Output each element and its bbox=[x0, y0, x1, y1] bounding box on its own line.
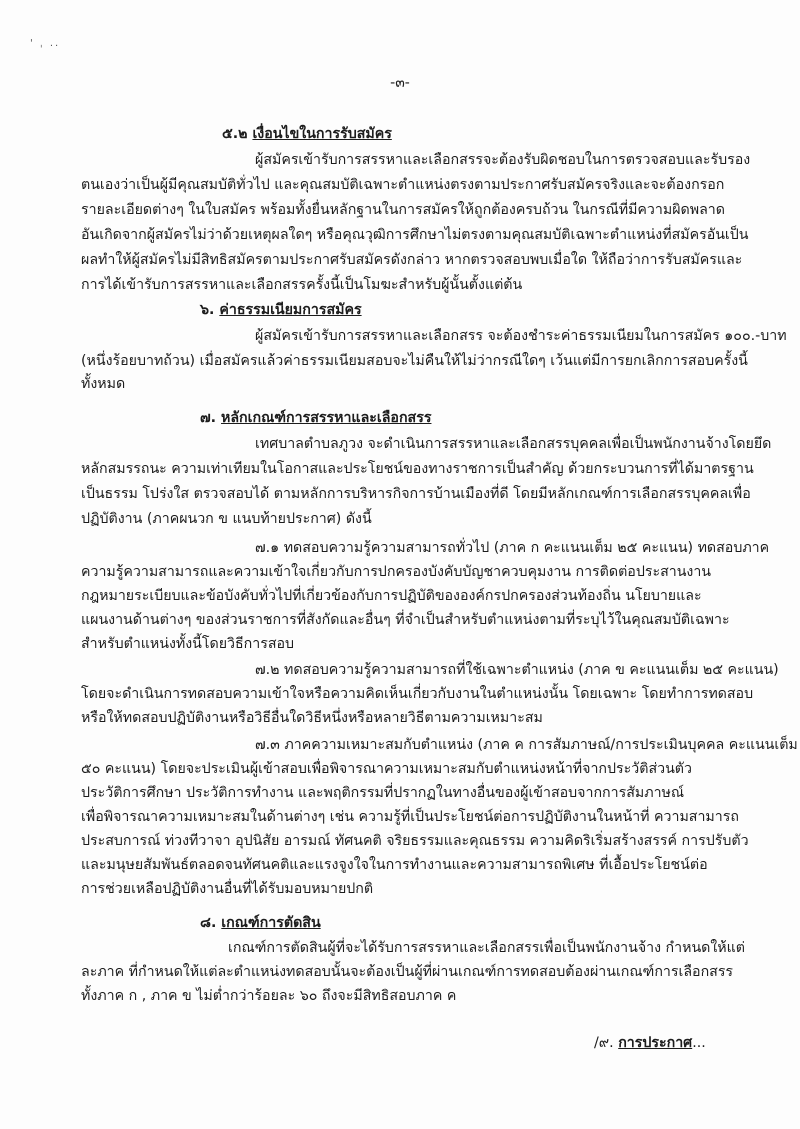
paragraph-line: เป็นธรรม โปร่งใส ตรวจสอบได้ ตามหลักการบริหารกิจการบ้านเมืองที่ดี โดยมีหลักเกณฑ์การเลือกสรรบุคคลเพื่อ bbox=[81, 486, 751, 502]
section-7-number: ๗. bbox=[200, 410, 217, 426]
continuation-link-text: การประกาศ bbox=[618, 1035, 693, 1051]
paragraph-line: ๕๐ คะแนน) โดยจะประเมินผู้เข้าสอบเพื่อพิจารณาความเหมาะสมกับตำแหน่งหน้าที่จากประวัติส่วนตัว bbox=[81, 761, 692, 777]
paragraph-line: เพื่อพิจารณาความเหมาะสมในด้านต่างๆ เช่น ความรู้ที่เป็นประโยชน์ต่อการปฏิบัติงานในหน้าที่ ความสามารถ bbox=[81, 809, 739, 825]
paragraph-line: สำหรับตำแหน่งทั้งนี้โดยวิธีการสอบ bbox=[81, 636, 295, 652]
paragraph-line: ประวัติการศึกษา ประวัติการทำงาน และพฤติกรรมที่ปรากฏในทางอื่นของผู้เข้าสอบจากการสัมภาษณ์ bbox=[81, 785, 685, 801]
paragraph-line: ๗.๓ ภาคความเหมาะสมกับตำแหน่ง (ภาค ค การสัมภาษณ์/การประเมินบุคคล คะแนนเต็ม bbox=[255, 737, 798, 753]
section-5-2-title: เงื่อนไขในการรับสมัคร bbox=[252, 126, 392, 142]
page-number: -๓- bbox=[390, 75, 410, 91]
paragraph-line: แผนงานด้านต่างๆ ของส่วนราชการที่สังกัดและอื่นๆ ที่จำเป็นสำหรับตำแหน่งตามที่ระบุไว้ในคุณสมบัติเฉพาะ bbox=[81, 612, 730, 628]
paragraph-line: การได้เข้ารับการสรรหาและเลือกสรรครั้งนี้เป็นโมฆะสำหรับผู้นั้นตั้งแต่ต้น bbox=[81, 277, 523, 293]
paragraph-line: ผลทำให้ผู้สมัครไม่มีสิทธิสมัครตามประกาศรับสมัครดังกล่าว หากตรวจสอบพบเมื่อใด ให้ถือว่าการรับสมัครและ bbox=[81, 252, 743, 268]
paragraph-line: ละภาค ที่กำหนดให้แต่ละตำแหน่งทดสอบนั้นจะต้องเป็นผู้ที่ผ่านเกณฑ์การทดสอบต้องผ่านเกณฑ์การเลือกสรร bbox=[81, 964, 734, 980]
paragraph-line: ๗.๒ ทดสอบความรู้ความสามารถที่ใช้เฉพาะตำแหน่ง (ภาค ข คะแนนเต็ม ๒๕ คะแนน) bbox=[255, 662, 779, 678]
section-7-title: หลักเกณฑ์การสรรหาและเลือกสรร bbox=[221, 410, 432, 426]
continuation-suffix: ... bbox=[692, 1035, 706, 1051]
section-8-number: ๘. bbox=[200, 915, 217, 931]
paragraph-line: ตนเองว่าเป็นผู้มีคุณสมบัติทั่วไป และคุณสมบัติเฉพาะตำแหน่งตรงตามประกาศรับสมัครจริงและจะต้องกรอก bbox=[81, 177, 725, 193]
paragraph-line: ผู้สมัครเข้ารับการสรรหาและเลือกสรรจะต้องรับผิดชอบในการตรวจสอบและรับรอง bbox=[255, 152, 751, 168]
section-6-number: ๖. bbox=[200, 302, 215, 318]
paragraph-line: โดยจะดำเนินการทดสอบความเข้าใจหรือความคิดเห็นเกี่ยวกับงานในตำแหน่งนั้น โดยเฉพาะ โดยทำการทดสอบ bbox=[81, 686, 754, 702]
paragraph-line: รายละเอียดต่างๆ ในใบสมัคร พร้อมทั้งยื่นหลักฐานในการสมัครให้ถูกต้องครบถ้วน ในกรณีที่มีความผิดพลาด bbox=[81, 202, 725, 218]
paragraph-line: ทั้งหมด bbox=[81, 376, 126, 392]
paragraph-line: หรือให้ทดสอบปฏิบัติงานหรือวิธีอื่นใดวิธีหนึ่งหรือหลายวิธีตามความเหมาะสม bbox=[81, 710, 543, 726]
paragraph-line: การช่วยเหลือปฏิบัติงานอื่นที่ได้รับมอบหมายปกติ bbox=[81, 881, 374, 897]
paragraph-line: ๗.๑ ทดสอบความรู้ความสามารถทั่วไป (ภาค ก คะแนนเต็ม ๒๕ คะแนน) ทดสอบภาค bbox=[255, 540, 770, 556]
paragraph-line: ผู้สมัครเข้ารับการสรรหาและเลือกสรร จะต้องชำระค่าธรรมเนียมในการสมัคร ๑๐๐.-บาท bbox=[255, 328, 787, 344]
paragraph-line: และมนุษยสัมพันธ์ตลอดจนทัศนคติและแรงจูงใจในการทำงานและความสามารถพิเศษ ที่เอื้อประโยชน์ต่อ bbox=[81, 857, 708, 873]
paragraph-line: หลักสมรรถนะ ความเท่าเทียมในโอกาสและประโยชน์ของทางราชการเป็นสำคัญ ด้วยกระบวนการที่ได้มาตรฐาน bbox=[81, 461, 754, 477]
paragraph-line: ความรู้ความสามารถและความเข้าใจเกี่ยวกับการปกครองบังคับบัญชาควบคุมงาน การติดต่อประสานงาน bbox=[81, 564, 711, 580]
section-5-2-number: ๕.๒ bbox=[222, 126, 248, 142]
paragraph-line: ประสบการณ์ ท่วงทีวาจา อุปนิสัย อารมณ์ ทัศนคติ จริยธรรมและคุณธรรม ความคิดริเริ่มสร้างสรรค์ การปรับตัว bbox=[81, 833, 749, 849]
continuation-reference bbox=[594, 1032, 706, 1054]
section-8-title: เกณฑ์การตัดสิน bbox=[221, 915, 321, 931]
section-8-heading bbox=[200, 913, 321, 933]
paragraph-line: เกณฑ์การตัดสินผู้ที่จะได้รับการสรรหาและเลือกสรรเพื่อเป็นพนักงานจ้าง กำหนดให้แต่ bbox=[228, 940, 746, 956]
section-6-title: ค่าธรรมเนียมการสมัคร bbox=[219, 302, 362, 318]
paragraph-line: ทั้งภาค ก , ภาค ข ไม่ต่ำกว่าร้อยละ ๖๐ ถึงจะมีสิทธิสอบภาค ค bbox=[81, 988, 457, 1004]
section-5-2-heading bbox=[222, 124, 392, 144]
section-6-heading bbox=[200, 300, 362, 320]
paragraph-line: เทศบาลตำบลภูวง จะดำเนินการสรรหาและเลือกสรรบุคคลเพื่อเป็นพนักงานจ้างโดยยึด bbox=[255, 436, 772, 452]
paragraph-line: ปฏิบัติงาน (ภาคผนวก ข แนบท้ายประกาศ) ดังนี้ bbox=[81, 511, 372, 527]
scan-specks: ' ˌ .. bbox=[30, 38, 61, 49]
continuation-prefix: /๙. bbox=[594, 1035, 614, 1051]
paragraph-line: กฎหมายระเบียบและข้อบังคับทั่วไปที่เกี่ยวข้องกับการปฏิบัติขององค์กรปกครองส่วนท้องถิ่น นโยบายและ bbox=[81, 588, 702, 604]
paragraph-line: (หนึ่งร้อยบาทถ้วน) เมื่อสมัครแล้วค่าธรรมเนียมสอบจะไม่คืนให้ไม่ว่ากรณีใดๆ เว้นแต่มีการยกเลิกการสอบครั้งนี้ bbox=[81, 353, 748, 369]
paragraph-line: อันเกิดจากผู้สมัครไม่ว่าด้วยเหตุผลใดๆ หรือคุณวุฒิการศึกษาไม่ตรงตามคุณสมบัติเฉพาะตำแหน่งที่สมัครอันเป็น bbox=[81, 227, 749, 243]
section-7-heading bbox=[200, 408, 431, 428]
